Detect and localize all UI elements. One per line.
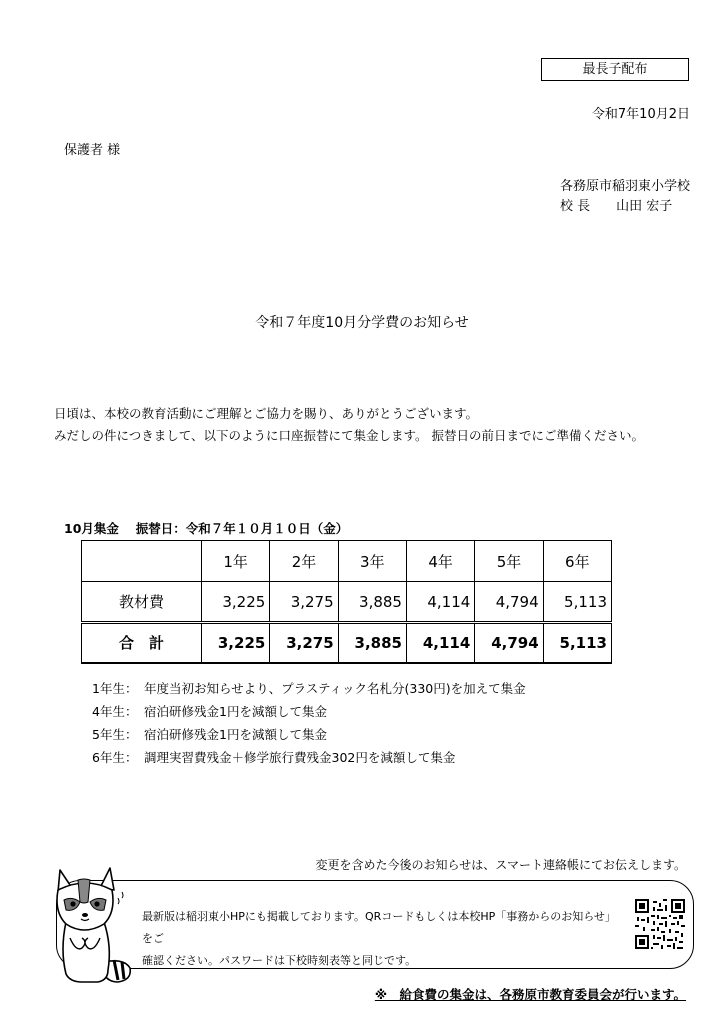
grade-header: 1年 [202, 541, 270, 582]
grade-header: 5年 [475, 541, 543, 582]
distribution-label: 最長子配布 [541, 58, 689, 81]
issue-date: 令和7年10月2日 [591, 107, 690, 122]
grade-header: 4年 [406, 541, 474, 582]
total-label: 合 計 [82, 623, 202, 663]
intro-line: 日頃は、本校の教育活動にご理解とご協力を賜り、ありがとうございます。 [54, 406, 479, 421]
sender-block [560, 177, 690, 217]
note-text: 調理実習費残金＋修学旅行費残金302円を減額して集金 [144, 750, 456, 765]
note-grade: 5年生： [92, 727, 138, 742]
intro-paragraph [54, 403, 644, 447]
total-cell: 3,885 [338, 623, 406, 663]
total-cell: 4,114 [406, 623, 474, 663]
fee-table [81, 540, 612, 664]
change-notice: 変更を含めた今後のお知らせは、スマート連絡帳にてお伝えします。 [315, 858, 686, 872]
grade-header: 2年 [270, 541, 338, 582]
note-text: 年度当初お知らせより、プラスティック名札分(330円)を加えて集金 [144, 681, 526, 696]
notice-line: 確認ください。パスワードは下校時刻表等と同じです。 [142, 954, 417, 967]
notice-line: 最新版は稲羽東小HPにも掲載しております。QRコードもしくは本校HP「事務からのお知らせ」をご [142, 910, 616, 945]
fee-cell: 4,114 [406, 582, 474, 623]
total-row [82, 623, 612, 663]
grade-notes [92, 677, 526, 769]
notice-box-text [142, 906, 622, 972]
note-grade: 4年生： [92, 704, 138, 719]
note-grade: 1年生： [92, 681, 138, 696]
school-name: 各務原市稲羽東小学校 [559, 179, 690, 194]
note-item [92, 677, 526, 700]
total-cell: 4,794 [475, 623, 543, 663]
fee-cell: 3,885 [338, 582, 406, 623]
note-text: 宿泊研修残金1円を減額して集金 [144, 727, 327, 742]
table-corner-cell [82, 541, 202, 582]
fee-cell: 4,794 [475, 582, 543, 623]
total-cell: 3,275 [270, 623, 338, 663]
qr-code-icon[interactable] [635, 899, 685, 949]
fee-cell: 5,113 [543, 582, 611, 623]
total-cell: 5,113 [543, 623, 611, 663]
fee-cell: 3,225 [202, 582, 270, 623]
row-label: 教材費 [82, 582, 202, 623]
intro-line: みだしの件につきまして、以下のように口座振替にて集金します。 振替日の前日までにご準備ください。 [54, 428, 644, 443]
table-row [82, 582, 612, 623]
collection-heading: 10月集金 振替日：令和７年１０月１０日（金） [64, 521, 349, 536]
addressee: 保護者 様 [64, 143, 121, 158]
fee-cell: 3,275 [270, 582, 338, 623]
table-header-row [82, 541, 612, 582]
page-title: 令和７年度10月分学費のお知らせ [255, 315, 469, 331]
grade-header: 3年 [338, 541, 406, 582]
principal-line: 校 長 山田 宏子 [559, 199, 673, 214]
footer-note: ※ 給食費の集金は、各務原市教育委員会が行います。 [374, 987, 686, 1002]
raccoon-mascot-icon [52, 862, 132, 986]
note-item [92, 723, 526, 746]
note-item [92, 700, 526, 723]
grade-header: 6年 [543, 541, 611, 582]
note-grade: 6年生： [92, 750, 138, 765]
total-cell: 3,225 [202, 623, 270, 663]
note-item [92, 746, 526, 769]
note-text: 宿泊研修残金1円を減額して集金 [144, 704, 327, 719]
